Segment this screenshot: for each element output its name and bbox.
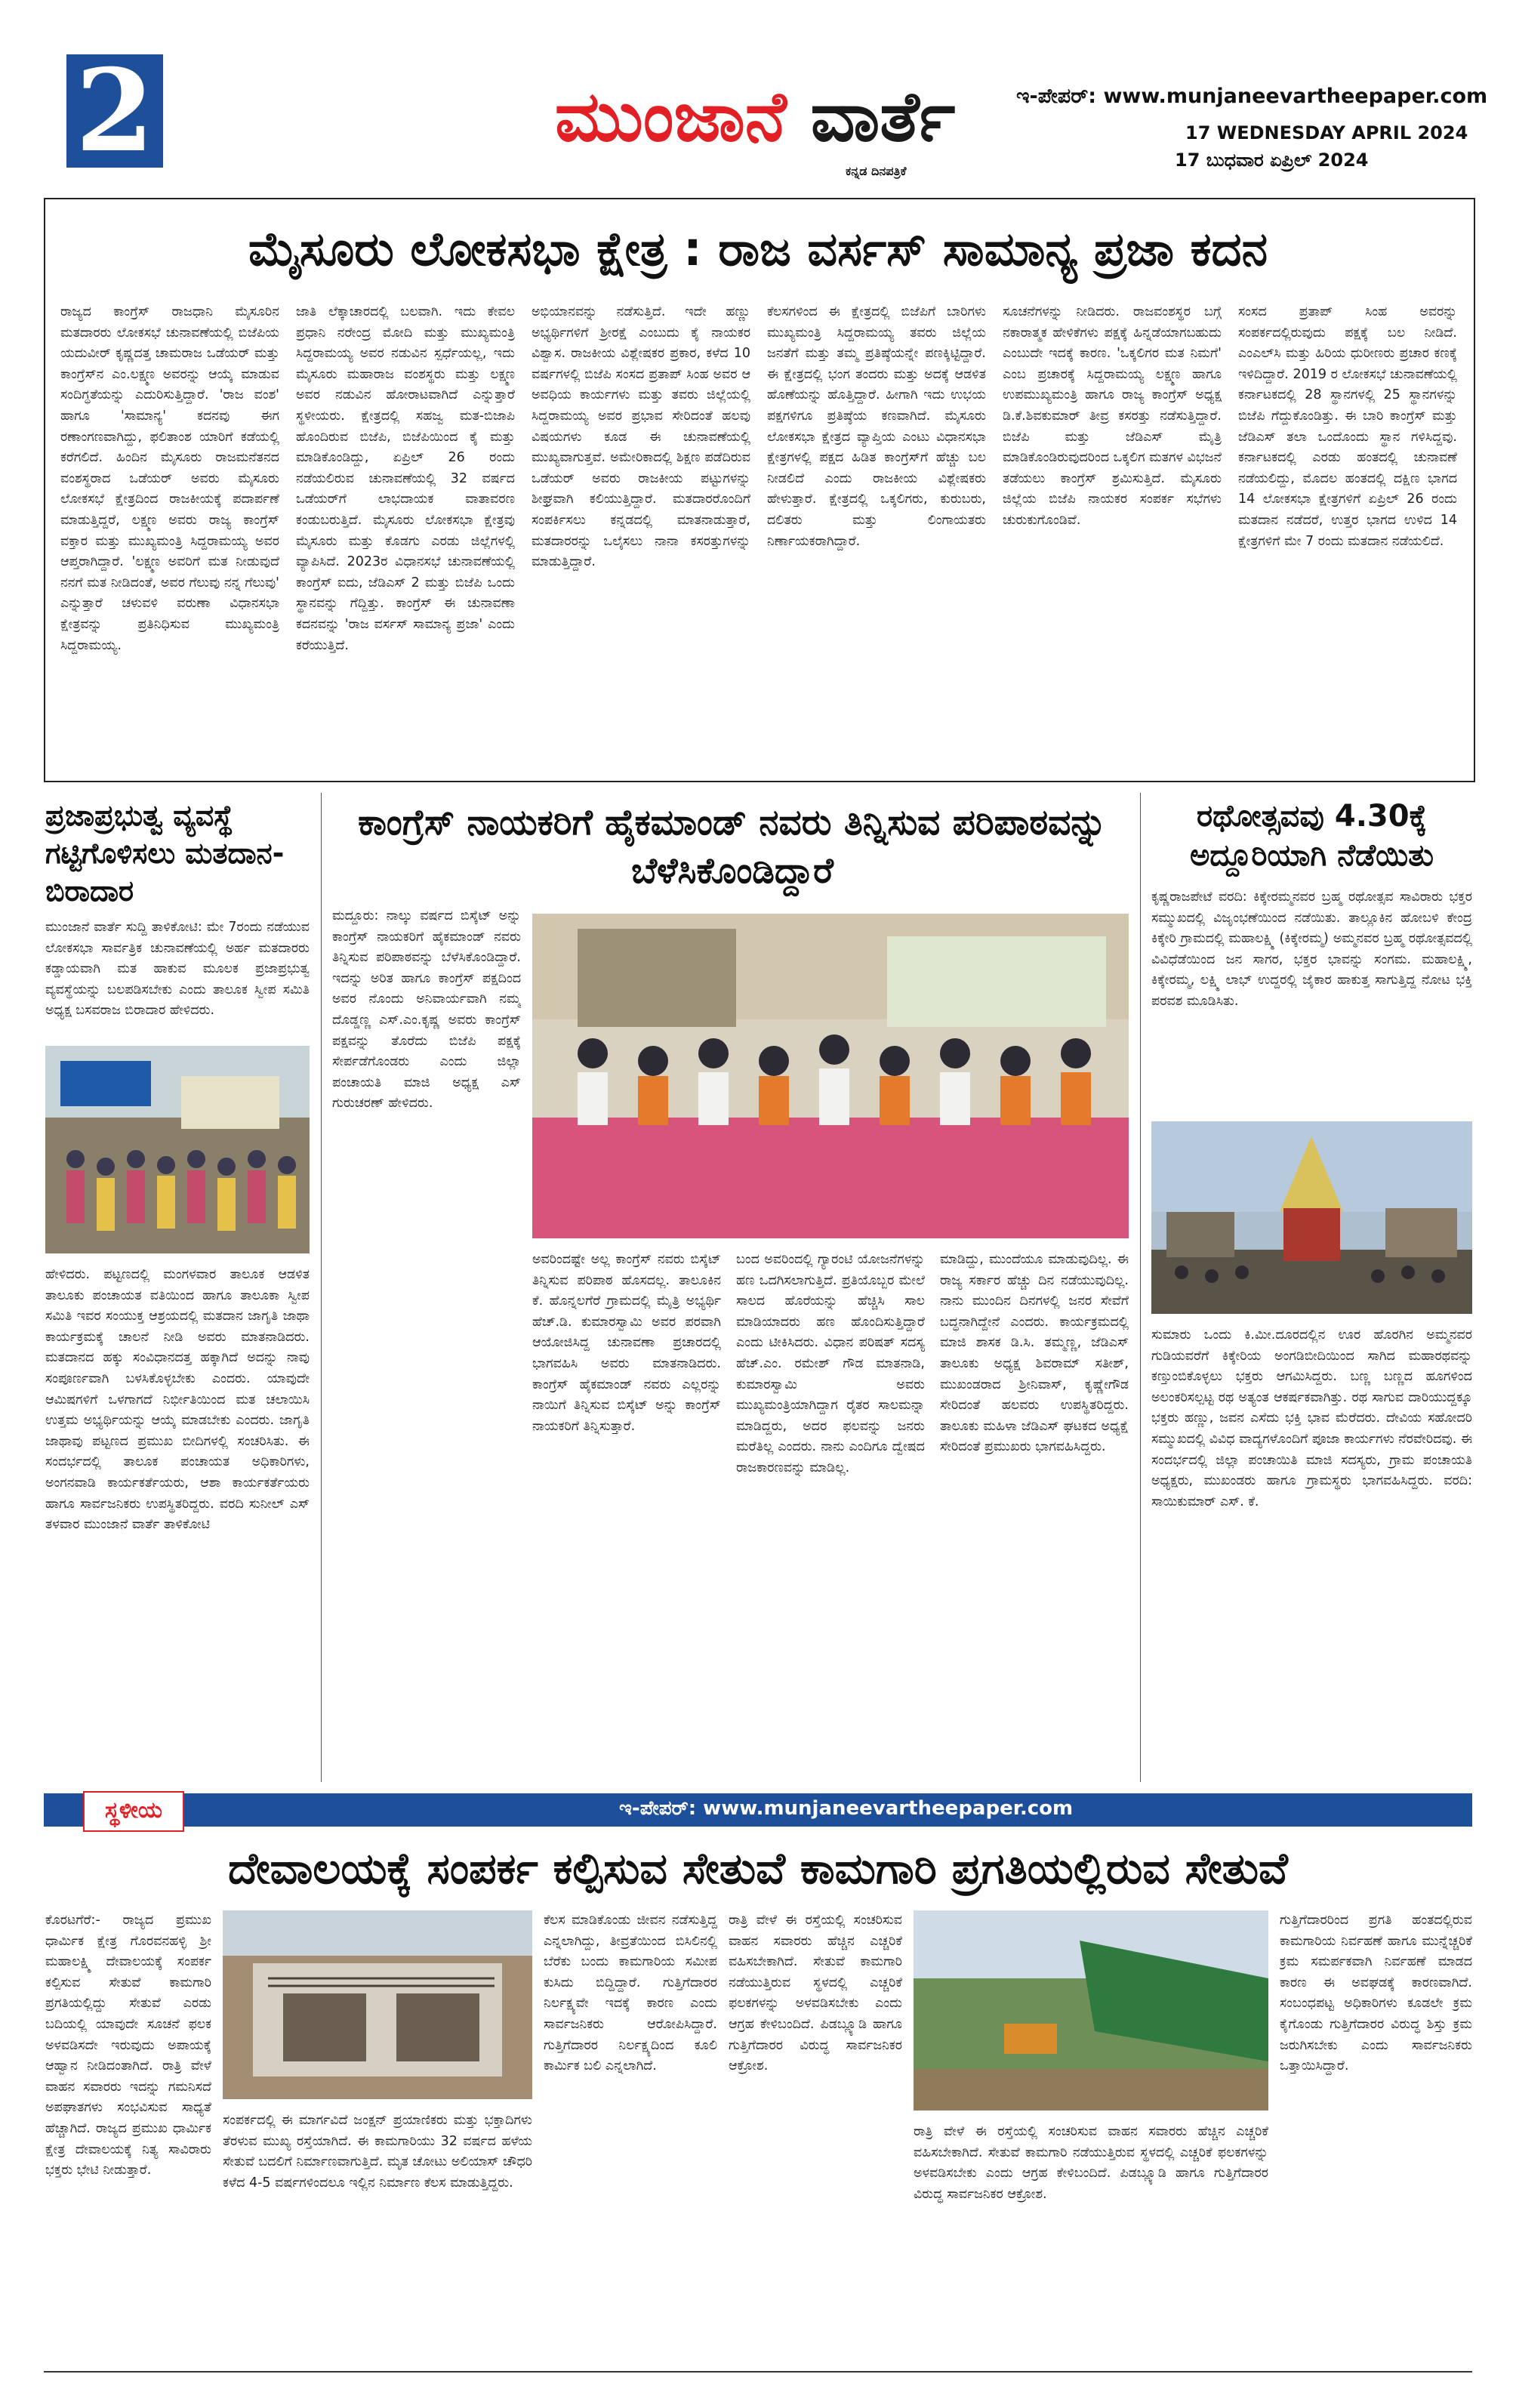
bottom-story-column: ಕೆಲಸ ಮಾಡಿಕೊಂಡು ಜೀವನ ನಡೆಸುತ್ತಿದ್ದ ಎನ್ನಲಾಗಿದ್ದು, ತೀವ್ರತೆಯಿಂದ ಬಿಸಿಲಿನಲ್ಲಿ ಬೆರೆಕು ಬಂದು ಕಾಮಗಾರಿಯ ಸಮೀಪ ಕುಸಿದು ಬಿದ್ದಿದ್ದಾರೆ. ಗುತ್ತಿಗೆದಾರರ ನಿರ್ಲಕ್ಷ್ಯವೇ ಇದಕ್ಕೆ ಕಾರಣ ಎಂದು ಸಾರ್ವಜನಿಕರು ಆರೋಪಿಸಿದ್ದಾರೆ. ಗುತ್ತಿಗೆದಾರರ ನಿರ್ಲಕ್ಷ್ಯದಿಂದ ಕೂಲಿ ಕಾರ್ಮಿಕ ಬಲಿ ಎನ್ನಲಾಗಿದೆ. [544,1913,717,2074]
center-story-column: ಮದ್ದೂರು: ನಾಲ್ಕು ವರ್ಷದ ಬಿಸ್ಕೆಟ್ ಅನ್ನು ಕಾಂಗ್ರೆಸ್ ನಾಯಕರಿಗೆ ಹೈಕಮಾಂಡ್ ನವರು ತಿನ್ನಿಸುವ ಪರಿಪಾಠವನ್ನು ಬೆಳೆಸಿಕೊಂಡಿದ್ದಾರೆ. ಇದನ್ನು ಅರಿತ ಹಾಗೂ ಕಾಂಗ್ರೆಸ್ ಪಕ್ಷದಿಂದ ಅವರ ನೊಂದು ಅನಿವಾರ್ಯವಾಗಿ ನಮ್ಮ ದೊಡ್ಡಣ್ಣ ಎಸ್.ಎಂ.ಕೃಷ್ಣ ಅವರು ಕಾಂಗ್ರೆಸ್ ಪಕ್ಷವನ್ನು ತೊರೆದು ಬಿಜೆಪಿ ಪಕ್ಷಕ್ಕೆ ಸೇರ್ಪಡೆಗೊಂಡರು ಎಂದು ಜಿಲ್ಲಾ ಪಂಚಾಯತಿ ಮಾಜಿ ಅಧ್ಯಕ್ಷ ಎಸ್ ಗುರುಚರಣ್ ಹೇಳಿದರು. [332,908,521,1112]
masthead-logo [555,76,956,157]
epaper-link[interactable]: ಇ-ಪೇಪರ್: www.munjaneevartheepaper.com [1016,85,1488,108]
lead-column: ಜಾತಿ ಲೆಕ್ಕಾಚಾರದಲ್ಲಿ ಬಲವಾಗಿ. ಇದು ಕೇವಲ ಪ್ರಧಾನಿ ನರೇಂದ್ರ ಮೋದಿ ಮತ್ತು ಮುಖ್ಯಮಂತ್ರಿ ಸಿದ್ದರಾಮಯ್ಯ ಅವರ ನಡುವಿನ ಸ್ಪರ್ಧೆಯಲ್ಲ, ಇದು ಮೈಸೂರು ಮಹಾರಾಜ ವಂಶಸ್ಥರು ಮತ್ತು ಲಕ್ಷ್ಮಣ ಅವರ ನಡುವಿನ ಹೋರಾಟವಾಗಿದೆ ಎನ್ನುತ್ತಾರೆ ಸ್ಥಳೀಯರು. ಕ್ಷೇತ್ರದಲ್ಲಿ ಸಹಜ್ವ ಮತ-ಬಿಜಾಪಿ ಹೊಂದಿರುವ ಬಿಜೆಪಿ, ಬಿಜೆಪಿಯಿಂದ ಕೈ ಮತ್ತು ಮಾಡಿಕೊಂಡಿದ್ದು, ಏಪ್ರಿಲ್ 26 ರಂದು ನಡೆಯಲಿರುವ ಚುನಾವಣೆಯಲ್ಲಿ 32 ವರ್ಷದ ಒಡೆಯರ್‌ಗೆ ಲಾಭದಾಯಕ ವಾತಾವರಣ ಕಂಡುಬರುತ್ತಿದೆ. ಮೈಸೂರು ಲೋಕಸಭಾ ಕ್ಷೇತ್ರವು ಮೈಸೂರು ಮತ್ತು ಕೊಡಗು ಎರಡು ಜಿಲ್ಲೆಗಳಲ್ಲಿ ವ್ಯಾಪಿಸಿದೆ. 2023ರ ವಿಧಾನಸಭೆ ಚುನಾವಣೆಯಲ್ಲಿ ಕಾಂಗ್ರೆಸ್ ಐದು, ಜೆಡಿಎಸ್ 2 ಮತ್ತು ಬಿಜೆಪಿ ಒಂದು ಸ್ಥಾನವನ್ನು ಗೆದ್ದಿತ್ತು. ಕಾಂಗ್ರೆಸ್ ಈ ಚುನಾವಣಾ ಕದನವನ್ನು 'ರಾಜ ವರ್ಸಸ್ ಸಾಮಾನ್ಯ ಪ್ರಜಾ' ಎಂದು ಕರೆಯುತ್ತಿದೆ. [296,304,515,653]
bottom-story-column: ಗುತ್ತಿಗೆದಾರರಿಂದ ಪ್ರಗತಿ ಹಂತದಲ್ಲಿರುವ ಕಾಮಗಾರಿಯ ನಿರ್ವಹಣೆ ಹಾಗೂ ಮುನ್ನೆಚ್ಚರಿಕೆ ಕ್ರಮ ಸಮರ್ಪಕವಾಗಿ ನಿರ್ವಹಣೆ ಮಾಡದ ಕಾರಣ ಈ ಅವಘಡಕ್ಕೆ ಕಾರಣವಾಗಿದೆ. ಸಂಬಂಧಪಟ್ಟ ಅಧಿಕಾರಿಗಳು ಕೂಡಲೇ ಕ್ರಮ ಕೈಗೊಂಡು ಗುತ್ತಿಗೆದಾರರ ವಿರುದ್ಧ ಶಿಸ್ತು ಕ್ರಮ ಜರುಗಿಸಬೇಕು ಎಂದು ಸಾರ್ವಜನಿಕರು ಒತ್ತಾಯಿಸಿದ್ದಾರೆ. [1280,1913,1472,2074]
center-story-headline: ಕಾಂಗ್ರೆಸ್ ನಾಯಕರಿಗೆ ಹೈಕಮಾಂಡ್ ನವರು ತಿನ್ನಿಸುವ ಪರಿಪಾಠವನ್ನು ಬೆಳೆಸಿಕೊಂಡಿದ್ದಾರೆ [358,802,1107,892]
local-section-label: ಸ್ಥಳೀಯ [83,1791,184,1832]
date-english: 17 WEDNESDAY APRIL 2024 [1185,122,1468,143]
chariot-festival-photo [1151,1121,1472,1314]
lead-column: ಅಭಿಯಾನವನ್ನು ನಡೆಸುತ್ತಿದೆ. ಇದೇ ಹಣ್ಣು ಅಭ್ಯರ್ಥಿಗಳಿಗೆ ಶ್ರೀರಕ್ಷೆ ಎಂಬುದು ಕೈ ನಾಯಕರ ವಿಶ್ವಾಸ. ರಾಜಕೀಯ ವಿಶ್ಲೇಷಕರ ಪ್ರಕಾರ, ಕಳೆದ 10 ವರ್ಷಗಳಲ್ಲಿ ಬಿಜೆಪಿ ಸಂಸದ ಪ್ರತಾಪ್ ಸಿಂಹ ಅವರ ಆ ಅವಧಿಯ ಕಾರ್ಯಗಳು ಮತ್ತು ತವರು ಜಿಲ್ಲೆಯಲ್ಲಿ ಸಿದ್ದರಾಮಯ್ಯ ಅವರ ಪ್ರಭಾವ ಸೇರಿದಂತೆ ಹಲವು ವಿಷಯಗಳು ಕೂಡ ಈ ಚುನಾವಣೆಯಲ್ಲಿ ಮುಖ್ಯವಾಗುತ್ತವೆ. ಅಮೇರಿಕಾದಲ್ಲಿ ಶಿಕ್ಷಣ ಪಡೆದಿರುವ ಒಡೆಯರ್ ಅವರು ರಾಜಕೀಯ ಪಟ್ಟುಗಳನ್ನು ಶೀಘ್ರವಾಗಿ ಕಲಿಯುತ್ತಿದ್ದಾರೆ. ಮತದಾರರೊಂದಿಗೆ ಸಂಪರ್ಕಿಸಲು ಕನ್ನಡದಲ್ಲಿ ಮಾತನಾಡುತ್ತಾರೆ, ಮತದಾರರನ್ನು ಒಲೈಸಲು ನಾನಾ ಕಸರತ್ತುಗಳನ್ನು ಮಾಡುತ್ತಿದ್ದಾರೆ. [532,304,750,570]
column-divider [321,793,322,1782]
masthead-name-red: ಮುಂಜಾನೆ [555,76,787,157]
right-story-headline: ರಥೋತ್ಸವವು 4.30ಕ್ಕೆ ಅದ್ದೂರಿಯಾಗಿ ನೆಡೆಯಿತು [1189,799,1434,873]
bottom-story-column: ರಾತ್ರಿ ವೇಳೆ ಈ ರಸ್ತೆಯಲ್ಲಿ ಸಂಚರಿಸುವ ವಾಹನ ಸವಾರರು ಹೆಚ್ಚಿನ ಎಚ್ಚರಿಕೆ ವಹಿಸಬೇಕಾಗಿದೆ. ಸೇತುವೆ ಕಾಮಗಾರಿ ನಡೆಯುತ್ತಿರುವ ಸ್ಥಳದಲ್ಲಿ ಎಚ್ಚರಿಕೆ ಫಲಕಗಳನ್ನು ಅಳವಡಿಸಬೇಕು ಎಂದು ಆಗ್ರಹ ಕೇಳಿಬಂದಿದೆ. ಪಿಡಬ್ಲ್ಯೂಡಿ ಹಾಗೂ ಗುತ್ತಿಗೆದಾರರ ವಿರುದ್ಧ ಸಾರ್ವಜನಿಕರ ಆಕ್ರೋಶ. [914,2124,1268,2202]
worksite-photo [914,1910,1268,2110]
lead-column: ಕೆಲಸಗಳಿಂದ ಈ ಕ್ಷೇತ್ರದಲ್ಲಿ ಬಿಜೆಪಿಗೆ ಬಾರಿಗಳು ಮುಖ್ಯಮಂತ್ರಿ ಸಿದ್ದರಾಮಯ್ಯ ತವರು ಜಿಲ್ಲೆಯ ಜನತೆಗೆ ಮತ್ತು ತಮ್ಮ ಪ್ರತಿಷ್ಠೆಯನ್ನೇ ಪಣಕ್ಕಿಟ್ಟಿದ್ದಾರೆ. ಈ ಕ್ಷೇತ್ರದಲ್ಲಿ ಭಂಗ ತಂದರು ಮತ್ತು ಅದಕ್ಕೆ ಆಡಳಿತ ಹೊಣೆಯನ್ನು ಹೊತ್ತಿದ್ದಾರೆ. ಹೀಗಾಗಿ ಇದು ಉಭಯ ಪಕ್ಷಗಳಿಗೂ ಪ್ರತಿಷ್ಠೆಯ ಕಣವಾಗಿದೆ. ಮೈಸೂರು ಲೋಕಸಭಾ ಕ್ಷೇತ್ರದ ವ್ಯಾಪ್ತಿಯ ಎಂಟು ವಿಧಾನಸಭಾ ಕ್ಷೇತ್ರಗಳಲ್ಲಿ ಪಕ್ಷದ ಹಿಡಿತ ಕಾಂಗ್ರೆಸ್‌ಗೆ ಹೆಚ್ಚು ಬಲ ನೀಡಲಿದೆ ಎಂದು ರಾಜಕೀಯ ವಿಶ್ಲೇಷಕರು ಹೇಳುತ್ತಾರೆ. ಕ್ಷೇತ್ರದಲ್ಲಿ ಒಕ್ಕಲಿಗರು, ಕುರುಬರು, ದಲಿತರು ಮತ್ತು ಲಿಂಗಾಯತರು ನಿರ್ಣಾಯಕರಾಗಿದ್ದಾರೆ. [767,304,986,549]
page-bottom-rule [44,2371,1472,2373]
local-bar-epaper[interactable]: ಇ-ಪೇಪರ್: www.munjaneevartheepaper.com [619,1797,1074,1820]
worksite-image [914,1910,1268,2110]
lead-column: ರಾಜ್ಯದ ಕಾಂಗ್ರೆಸ್ ರಾಜಧಾನಿ ಮೈಸೂರಿನ ಮತದಾರರು ಲೋಕಸಭೆ ಚುನಾವಣೆಯಲ್ಲಿ ಬಿಜೆಪಿಯ ಯದುವೀರ್ ಕೃಷ್ಣದತ್ತ ಚಾಮರಾಜ ಒಡೆಯರ್ ಮತ್ತು ಕಾಂಗ್ರೆಸ್‌ನ ಎಂ.ಲಕ್ಷ್ಮಣ ಅವರನ್ನು ಆಯ್ಕೆ ಮಾಡುವ ಸಂದಿಗ್ಧತೆಯನ್ನು ಎದುರಿಸುತ್ತಿದ್ದಾರೆ. 'ರಾಜ ವಂಶ' ಹಾಗೂ 'ಸಾಮಾನ್ಯ' ಕದನವು ಈಗ ರಣಾಂಗಣವಾಗಿದ್ದು, ಫಲಿತಾಂಶ ಯಾರಿಗೆ ಕಡೆಯಲ್ಲಿ ಕರೆಗಲಿದೆ. ಹಿಂದಿನ ಮೈಸೂರು ರಾಜಮನೆತನದ ವಂಶಸ್ಥರಾದ ಒಡೆಯರ್ ಅವರು ಮೈಸೂರು ಲೋಕಸಭೆ ಕ್ಷೇತ್ರದಿಂದ ರಾಜಕೀಯಕ್ಕೆ ಪದಾರ್ಪಣೆ ಮಾಡುತ್ತಿದ್ದರೆ, ಲಕ್ಷ್ಮಣ ಅವರು ರಾಜ್ಯ ಕಾಂಗ್ರೆಸ್ ವಕ್ತಾರ ಮತ್ತು ಮುಖ್ಯಮಂತ್ರಿ ಸಿದ್ದರಾಮಯ್ಯ ಅವರ ಆಪ್ತರಾಗಿದ್ದಾರೆ. 'ಲಕ್ಷ್ಮಣ ಅವರಿಗೆ ಮತ ನೀಡುವುದೆ ನನಗೆ ಮತ ನೀಡಿದಂತೆ, ಅವರ ಗೆಲುವು ನನ್ನ ಗೆಲುವು' ಎನ್ನುತ್ತಾರೆ ಚಳುವಳಿ ವರುಣಾ ವಿಧಾನಸಭಾ ಕ್ಷೇತ್ರವನ್ನು ಪ್ರತಿನಿಧಿಸುವ ಮುಖ್ಯಮಂತ್ರಿ ಸಿದ್ದರಾಮಯ್ಯ. [60,304,279,653]
date-kannada: 17 ಬುಧವಾರ ಏಪ್ರಿಲ್ 2024 [1175,150,1369,171]
page-number: 2 [66,54,163,168]
bridge-construction-photo [223,1910,532,2099]
election-rally-image [45,1046,310,1253]
left-story-intro: ಮುಂಜಾನೆ ವಾರ್ತೆ ಸುದ್ದಿ ತಾಳಿಕೋಟಿ: ಮೇ 7ರಂದು ನಡೆಯುವ ಲೋಕಸಭಾ ಸಾರ್ವತ್ರಿಕ ಚುನಾವಣೆಯಲ್ಲಿ ಅರ್ಹ ಮತದಾರರು ಕಡ್ಡಾಯವಾಗಿ ಮತ ಹಾಕುವ ಮೂಲಕ ಪ್ರಜಾಪ್ರಭುತ್ವ ವ್ಯವಸ್ಥೆಯನ್ನು ಬಲಪಡಿಸಬೇಕು ಎಂದು ತಾಲೂಕ ಸ್ವೀಪ ಸಮಿತಿ ಅಧ್ಯಕ್ಷ ಬಸವರಾಜ ಬಿರಾದಾರ ಹೇಳಿದರು. [45,920,310,1019]
column-divider [1140,793,1141,1782]
left-story-body: ಹೇಳಿದರು. ಪಟ್ಟಣದಲ್ಲಿ ಮಂಗಳವಾರ ತಾಲೂಕ ಆಡಳಿತ ತಾಲೂಕು ಪಂಚಾಯತ ವತಿಯಿಂದ ಹಾಗೂ ತಾಲೂಕಾ ಸ್ವೀಪ ಸಮಿತಿ ಇವರ ಸಂಯುಕ್ತ ಆಶ್ರಯದಲ್ಲಿ ಮತದಾನ ಜಾಗೃತಿ ಜಾಥಾ ಕಾರ್ಯಕ್ರಮಕ್ಕೆ ಚಾಲನೆ ನೀಡಿ ಅವರು ಮಾತನಾಡಿದರು. ಮತದಾನದ ಹಕ್ಕು ಸಂವಿಧಾನದತ್ತ ಹಕ್ಕಾಗಿದೆ ಅದನ್ನು ನಾವು ಸಂಪೂರ್ಣವಾಗಿ ಬಳಸಿಕೊಳ್ಳಬೇಕು ಎಂದರು. ಯಾವುದೇ ಆಮಿಷಗಳಿಗೆ ಒಳಗಾಗದೆ ನಿರ್ಭೀತಿಯಿಂದ ಮತ ಚಲಾಯಿಸಿ ಉತ್ತಮ ಅಭ್ಯರ್ಥಿಯನ್ನು ಆಯ್ಕೆ ಮಾಡಬೇಕು ಎಂದರು. ಜಾಗೃತಿ ಜಾಥಾವು ಪಟ್ಟಣದ ಪ್ರಮುಖ ಬೀದಿಗಳಲ್ಲಿ ಸಂಚರಿಸಿತು. ಈ ಸಂದರ್ಭದಲ್ಲಿ ತಾಲೂಕ ಪಂಚಾಯತ ಅಧಿಕಾರಿಗಳು, ಅಂಗನವಾಡಿ ಕಾರ್ಯಕರ್ತೆಯರು, ಆಶಾ ಕಾರ್ಯಕರ್ತೆಯರು ಹಾಗೂ ಸಾರ್ವಜನಿಕರು ಉಪಸ್ಥಿತರಿದ್ದರು. ವರದಿ ಸುನೀಲ್ ಎಸ್ ತಳವಾರ ಮುಂಜಾನೆ ವಾರ್ತೆ ತಾಳಿಕೋಟಿ [45,1267,310,1533]
masthead-name-black: ವಾರ್ತೆ [810,76,956,157]
bottom-story-column: ಸಂಪರ್ಕದಲ್ಲಿ ಈ ಮಾರ್ಗವಿದೆ ಜಂಕ್ಷನ್ ಪ್ರಯಾಣಿಕರು ಮತ್ತು ಭಕ್ತಾದಿಗಳು ತೆರಳುವ ಮುಖ್ಯ ರಸ್ತೆಯಾಗಿದೆ. ಈ ಕಾಮಗಾರಿಯು 32 ವರ್ಷದ ಹಳೆಯ ಸೇತುವೆ ಬದಲಿಗೆ ನಿರ್ಮಾಣವಾಗುತ್ತಿದೆ. ಮೃತ ಚೋಟು ಅಲಿಯಾಸ್ ಚೌಧರಿ ಕಳೆದ 4-5 ವರ್ಷಗಳಿಂದಲೂ ಇಲ್ಲಿನ ನಿರ್ಮಾಣ ಕೆಲಸ ಮಾಡುತ್ತಿದ್ದರು. [223,2113,532,2191]
right-story-intro: ಕೃಷ್ಣರಾಜಪೇಟೆ ವರದಿ: ಕಿಕ್ಕೇರಮ್ಮನವರ ಬ್ರಹ್ಮ ರಥೋತ್ಸವ ಸಾವಿರಾರು ಭಕ್ತರ ಸಮ್ಮುಖದಲ್ಲಿ ವಿಜೃಂಭಣೆಯಿಂದ ನಡೆಯಿತು. ತಾಲ್ಲೂಕಿನ ಹೋಬಳಿ ಕೇಂದ್ರ ಕಿಕ್ಕೇರಿ ಗ್ರಾಮದಲ್ಲಿ ಮಹಾಲಕ್ಷ್ಮಿ (ಕಿಕ್ಕೇರಮ್ಮ) ಅಮ್ಮನವರ ಬ್ರಹ್ಮ ರಥೋತ್ಸವದಲ್ಲಿ ವಿವಿಧೆಡೆಯಿಂದ ಜನ ಸಾಗರ, ಭಕ್ತರ ಭಾವನ್ನು ಸಂಗಮ. ಮಹಾಲಕ್ಷ್ಮಿ, ಕಿಕ್ಕೇರಮ್ಮ, ಲಕ್ಷ್ಮಿ ಲಾಭ್ ಉದ್ದರಲ್ಲಿ ಜೈಕಾರ ಹಾಕುತ್ತ ಸಾಗುತ್ತಿದ್ದ ನೋಟ ಭಕ್ತಿ ಪರವಶ ಮೂಡಿಸಿತು. [1151,890,1472,1009]
right-story-body: ಸುಮಾರು ಒಂದು ಕಿ.ಮೀ.ದೂರದಲ್ಲಿನ ಊರ ಹೊರಗಿನ ಅಮ್ಮನವರ ಗುಡಿಯವರೆಗೆ ಕಿಕ್ಕೇರಿಯ ಅಂಗಡಿಬೀದಿಯಿಂದ ಸಾಗಿದ ಮಹಾರಥವನ್ನು ಕಣ್ತುಂಬಿಕೊಳ್ಳಲು ಭಕ್ತರು ಆಗಮಿಸಿದ್ದರು. ಬಣ್ಣ ಬಣ್ಣದ ಹೂಗಳಿಂದ ಅಲಂಕರಿಸಲ್ಪಟ್ಟ ರಥ ಅತ್ಯಂತ ಆಕರ್ಷಕವಾಗಿತ್ತು. ರಥ ಸಾಗುವ ದಾರಿಯುದ್ದಕ್ಕೂ ಭಕ್ತರು ಹಣ್ಣು, ಜವನ ಎಸೆದು ಭಕ್ತಿ ಭಾವ ಮೆರೆದರು. ದೇವಿಯ ಸಹೋದರಿ ಸಮ್ಮುಖದಲ್ಲಿ ವಿವಿಧ ವಾದ್ಯಗಳೊಂದಿಗೆ ಪೂಜಾ ಕಾರ್ಯಗಳು ನೆರವೇರಿದವು. ಈ ಸಂದರ್ಭದಲ್ಲಿ ಜಿಲ್ಲಾ ಪಂಚಾಯಿತಿ ಮಾಜಿ ಸದಸ್ಯರು, ಗ್ರಾಮ ಪಂಚಾಯತಿ ಅಧ್ಯಕ್ಷರು, ಮುಖಂಡರು ಹಾಗೂ ಗ್ರಾಮಸ್ಥರು ಭಾಗವಹಿಸಿದ್ದರು. ವರದಿ: ಸಾಯಿಕುಮಾರ್ ಎಸ್. ಕೆ. [1151,1327,1472,1509]
center-story-column: ಅವರಿಂದಷ್ಟೇ ಅಲ್ಲ ಕಾಂಗ್ರೆಸ್ ನವರು ಬಿಸ್ಕೆಟ್ ತಿನ್ನಿಸುವ ಪರಿಪಾಠ ಹೊಸದಲ್ಲ. ತಾಲೂಕಿನ ಕೆ. ಹೊನ್ನಲಗೆರೆ ಗ್ರಾಮದಲ್ಲಿ ಮೈತ್ರಿ ಅಭ್ಯರ್ಥಿ ಹೆಚ್.ಡಿ. ಕುಮಾರಸ್ವಾಮಿ ಅವರ ಪರವಾಗಿ ಆಯೋಜಿಸಿದ್ದ ಚುನಾವಣಾ ಪ್ರಚಾರದಲ್ಲಿ ಭಾಗವಹಿಸಿ ಅವರು ಮಾತನಾಡಿದರು. ಕಾಂಗ್ರೆಸ್ ಹೈಕಮಾಂಡ್ ನವರು ಎಲ್ಲರನ್ನು ನಾಯಿಗೆ ತಿನ್ನಿಸುವ ಬಿಸ್ಕೆಟ್ ಅನ್ನು ಕಾಂಗ್ರೆಸ್ ನಾಯಕರಿಗೆ ತಿನ್ನಿಸುತ್ತಾರೆ. [532,1252,721,1434]
center-story-column: ಮಾಡಿದ್ದು, ಮುಂದೆಯೂ ಮಾಡುವುದಿಲ್ಲ. ಈ ರಾಜ್ಯ ಸರ್ಕಾರ ಹೆಚ್ಚು ದಿನ ನಡೆಯುವುದಿಲ್ಲ. ನಾನು ಮುಂದಿನ ದಿನಗಳಲ್ಲಿ ಜನರ ಸೇವೆಗೆ ಬದ್ಧನಾಗಿದ್ದೇನೆ ಎಂದರು. ಕಾರ್ಯಕ್ರಮದಲ್ಲಿ ಮಾಜಿ ಶಾಸಕ ಡಿ.ಸಿ. ತಮ್ಮಣ್ಣ, ಜೆಡಿಎಸ್ ತಾಲೂಕು ಅಧ್ಯಕ್ಷ ಶಿವರಾಮ್ ಸತೀಶ್, ಮುಖಂಡರಾದ ಶ್ರೀನಿವಾಸ್, ಕೃಷ್ಣೇಗೌಡ ಸೇರಿದಂತೆ ಹಲವರು ಉಪಸ್ಥಿತರಿದ್ದರು. ತಾಲೂಕು ಮಹಿಳಾ ಜೆಡಿಎಸ್ ಘಟಕದ ಅಧ್ಯಕ್ಷೆ ಸೇರಿದಂತೆ ಪ್ರಮುಖರು ಭಾಗವಹಿಸಿದ್ದರು. [940,1252,1129,1455]
lead-column: ಸೂಚನೆಗಳನ್ನು ನೀಡಿದರು. ರಾಜವಂಶಸ್ಥರ ಬಗ್ಗೆ ನಕಾರಾತ್ಮಕ ಹೇಳಿಕೆಗಳು ಪಕ್ಷಕ್ಕೆ ಹಿನ್ನಡೆಯಾಗಬಹುದು ಎಂಬುದೇ ಇದಕ್ಕೆ ಕಾರಣ. 'ಒಕ್ಕಲಿಗರ ಮತ ನಿಮಗೆ' ಎಂಬ ಪ್ರಚಾರಕ್ಕೆ ಸಿದ್ದರಾಮಯ್ಯ ಲಕ್ಷ್ಮಣ ಹಾಗೂ ಉಪಮುಖ್ಯಮಂತ್ರಿ ಹಾಗೂ ರಾಜ್ಯ ಕಾಂಗ್ರೆಸ್ ಅಧ್ಯಕ್ಷ ಡಿ.ಕೆ.ಶಿವಕುಮಾರ್ ತೀವ್ರ ಕಸರತ್ತು ನಡೆಸುತ್ತಿದ್ದಾರೆ. ಬಿಜೆಪಿ ಮತ್ತು ಜೆಡಿಎಸ್ ಮೈತ್ರಿ ಮಾಡಿಕೊಂಡಿರುವುದರಿಂದ ಒಕ್ಕಲಿಗ ಮತಗಳ ವಿಭಜನೆ ತಡೆಯಲು ಕಾಂಗ್ರೆಸ್ ಶ್ರಮಿಸುತ್ತಿದೆ. ಮೈಸೂರು ಜಿಲ್ಲೆಯ ಬಿಜೆಪಿ ನಾಯಕರ ಸಂಪರ್ಕ ಸಭೆಗಳು ಚುರುಕುಗೊಂಡಿವೆ. [1003,304,1222,528]
bottom-story-column: ರಾತ್ರಿ ವೇಳೆ ಈ ರಸ್ತೆಯಲ್ಲಿ ಸಂಚರಿಸುವ ವಾಹನ ಸವಾರರು ಹೆಚ್ಚಿನ ಎಚ್ಚರಿಕೆ ವಹಿಸಬೇಕಾಗಿದೆ. ಸೇತುವೆ ಕಾಮಗಾರಿ ನಡೆಯುತ್ತಿರುವ ಸ್ಥಳದಲ್ಲಿ ಎಚ್ಚರಿಕೆ ಫಲಕಗಳನ್ನು ಅಳವಡಿಸಬೇಕು ಎಂದು ಆಗ್ರಹ ಕೇಳಿಬಂದಿದೆ. ಪಿಡಬ್ಲ್ಯೂಡಿ ಹಾಗೂ ಗುತ್ತಿಗೆದಾರರ ವಿರುದ್ಧ ಸಾರ್ವಜನಿಕರ ಆಕ್ರೋಶ. [729,1913,902,2074]
bottom-story-headline: ದೇವಾಲಯಕ್ಕೆ ಸಂಪರ್ಕ ಕಲ್ಪಿಸುವ ಸೇತುವೆ ಕಾಮಗಾರಿ ಪ್ರಗತಿಯಲ್ಲಿರುವ ಸೇತುವೆ [228,1844,1288,1894]
congress-meeting-photo [532,914,1129,1238]
meeting-stage-image [532,914,1129,1238]
chariot-image [1151,1121,1472,1314]
center-story-column: ಬಂದ ಅವರಿಂದಲ್ಲಿ ಗ್ಯಾರಂಟಿ ಯೋಜನೆಗಳನ್ನು ಹಣ ಒದಗಿಸಲಾಗುತ್ತಿದೆ. ಪ್ರತಿಯೊಬ್ಬರ ಮೇಲೆ ಸಾಲದ ಹೊರೆಯನ್ನು ಹೆಚ್ಚಿಸಿ ಸಾಲ ಮಾಡಿಯಾದರು ಹಣ ಹೊಂದಿಸುತ್ತಿದ್ದಾರೆ ಎಂದು ಟೀಕಿಸಿದರು. ವಿಧಾನ ಪರಿಷತ್ ಸದಸ್ಯ ಹೆಚ್.ಎಂ. ರಮೇಶ್ ಗೌಡ ಮಾತನಾಡಿ, ಕುಮಾರಸ್ವಾಮಿ ಅವರು ಮುಖ್ಯಮಂತ್ರಿಯಾಗಿದ್ದಾಗ ರೈತರ ಸಾಲಮನ್ನಾ ಮಾಡಿದ್ದರು, ಅದರ ಫಲವನ್ನು ಜನರು ಮರೆತಿಲ್ಲ ಎಂದರು. ನಾನು ಎಂದಿಗೂ ದ್ವೇಷದ ರಾಜಕಾರಣವನ್ನು ಮಾಡಿಲ್ಲ. [736,1252,925,1475]
left-story-headline: ಪ್ರಜಾಪ್ರಭುತ್ವ ವ್ಯವಸ್ಥೆ ಗಟ್ಟಿಗೊಳಿಸಲು ಮತದಾನ-ಬಿರಾದಾರ [45,799,285,908]
election-rally-photo [45,1046,310,1253]
bridge-site-image [223,1910,532,2099]
masthead-tagline: ಕನ್ನಡ ದಿನಪತ್ರಿಕೆ [846,164,907,178]
lead-headline: ಮೈಸೂರು ಲೋಕಸಭಾ ಕ್ಷೇತ್ರ : ರಾಜ ವರ್ಸಸ್ ಸಾಮಾನ್ಯ ಪ್ರಜಾ ಕದನ [248,221,1268,276]
bottom-story-column: ಕೊರಟಗೆರೆ:- ರಾಜ್ಯದ ಪ್ರಮುಖ ಧಾರ್ಮಿಕ ಕ್ಷೇತ್ರ ಗೊರವನಹಳ್ಳಿ ಶ್ರೀ ಮಹಾಲಕ್ಷ್ಮಿ ದೇವಾಲಯಕ್ಕೆ ಸಂಪರ್ಕ ಕಲ್ಪಿಸುವ ಸೇತುವೆ ಕಾಮಗಾರಿ ಪ್ರಗತಿಯಲ್ಲಿದ್ದು ಸೇತುವೆ ಎರಡು ಬದಿಯಲ್ಲಿ ಯಾವುದೇ ಸೂಚನೆ ಫಲಕ ಅಳವಡಿಸದೇ ಇರುವುದು ಅಪಾಯಕ್ಕೆ ಆಹ್ವಾನ ನೀಡಿದಂತಾಗಿದೆ. ರಾತ್ರಿ ವೇಳೆ ವಾಹನ ಸವಾರರು ಇದನ್ನು ಗಮನಿಸದೆ ಅಪಘಾತಗಳು ಸಂಭವಿಸುವ ಸಾಧ್ಯತೆ ಹೆಚ್ಚಾಗಿದೆ. ರಾಜ್ಯದ ಪ್ರಮುಖ ಧಾರ್ಮಿಕ ಕ್ಷೇತ್ರ ದೇವಾಲಯಕ್ಕೆ ನಿತ್ಯ ಸಾವಿರಾರು ಭಕ್ತರು ಭೇಟಿ ನೀಡುತ್ತಾರೆ. [45,1913,211,2178]
lead-column: ಸಂಸದ ಪ್ರತಾಪ್ ಸಿಂಹ ಅವರನ್ನು ಸಂಪರ್ಕದಲ್ಲಿರುವುದು ಪಕ್ಷಕ್ಕೆ ಬಲ ನೀಡಿದೆ. ಎಂಎಲ್‌ಸಿ ಮತ್ತು ಹಿರಿಯ ಧುರೀಣರು ಪ್ರಚಾರ ಕಣಕ್ಕೆ ಇಳಿದಿದ್ದಾರೆ. 2019 ರ ಲೋಕಸಭೆ ಚುನಾವಣೆಯಲ್ಲಿ ಕರ್ನಾಟಕದಲ್ಲಿ 28 ಸ್ಥಾನಗಳಲ್ಲಿ 25 ಸ್ಥಾನಗಳನ್ನು ಬಿಜೆಪಿ ಗೆದ್ದುಕೊಂಡಿತ್ತು. ಈ ಬಾರಿ ಕಾಂಗ್ರೆಸ್ ಮತ್ತು ಜೆಡಿಎಸ್ ತಲಾ ಒಂದೊಂದು ಸ್ಥಾನ ಗಳಿಸಿದ್ದವು. ಕರ್ನಾಟಕದಲ್ಲಿ ಎರಡು ಹಂತದಲ್ಲಿ ಚುನಾವಣೆ ನಡೆಯಲಿದ್ದು, ಮೊದಲ ಹಂತದಲ್ಲಿ ದಕ್ಷಿಣ ಭಾಗದ 14 ಲೋಕಸಭಾ ಕ್ಷೇತ್ರಗಳಿಗೆ ಏಪ್ರಿಲ್ 26 ರಂದು ಮತದಾನ ನಡೆದರೆ, ಉತ್ತರ ಭಾಗದ ಉಳಿದ 14 ಕ್ಷೇತ್ರಗಳಿಗೆ ಮೇ 7 ರಂದು ಮತದಾನ ನಡೆಯಲಿದೆ. [1238,304,1457,549]
